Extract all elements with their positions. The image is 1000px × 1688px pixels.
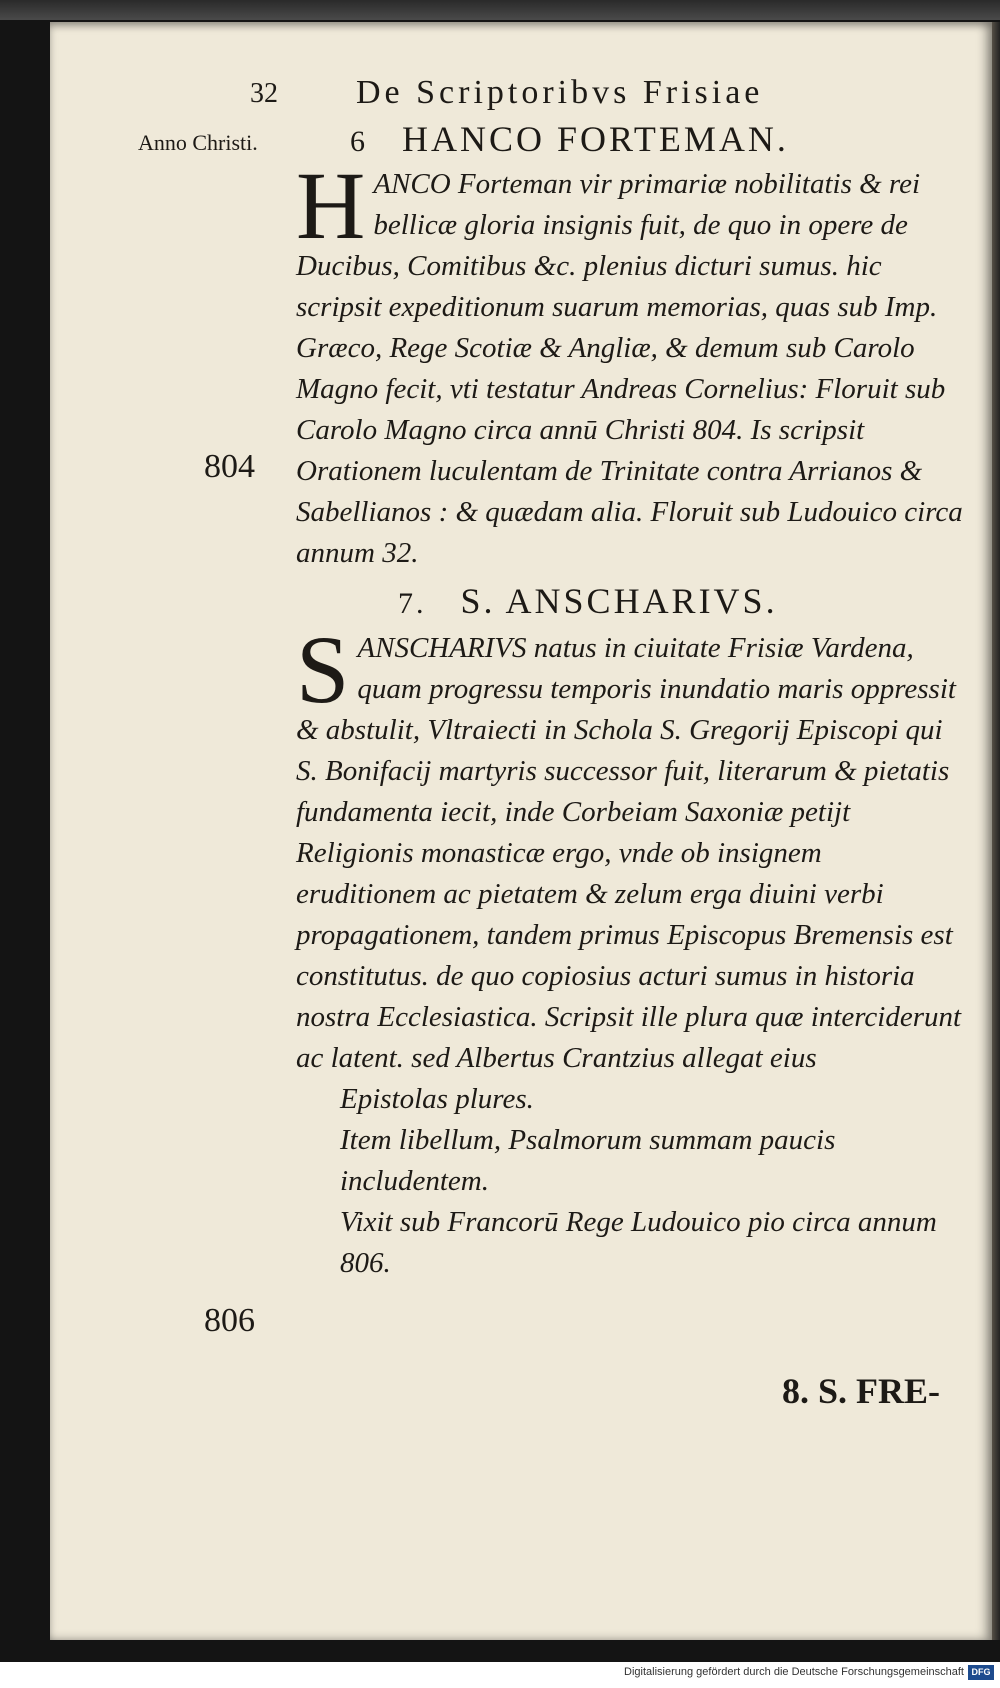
entry-title-text: S. ANSCHARIVS.: [460, 581, 778, 621]
entry-paragraph: [296, 616, 968, 1079]
book-edge: [0, 0, 1000, 20]
entry-title: [350, 118, 789, 160]
catchword: 8. S. FRE-: [782, 1371, 941, 1411]
page-number: 32: [250, 78, 278, 109]
entry-number: 6: [350, 125, 368, 158]
work-item: Item libellum, Psalmorum summam paucis includentem.: [340, 1124, 836, 1197]
entry-text: ANSCHARIVS natus in ciuitate Frisiæ Vardena, quam progressu temporis inundatio maris oppressit & abstulit, Vltraiecti in Schola S. Gregorij Episcopi qui S. Bonifacij martyris successor fuit, literarum & pietatis fundamenta iecit, inde Corbeiam Saxoniæ petijt Religionis monasticæ ergo, vnde ob insignem eruditionem ac pietatem & zelum erga diuini verbi propagationem, tandem primus Episcopus Bremensis est constitutus. de quo copiosius acturi sumus in historia nostra Ecclesiastica. Scripsit ille plura quæ interciderunt ac latent. sed Albertus Crantzius allegat eius: [296, 632, 962, 1074]
footer-strip: [0, 1662, 1000, 1688]
entry-text: ANCO Forteman vir primariæ nobilitatis & rei bellicæ gloria insignis fuit, de quo in opere de Ducibus, Comitibus &c. plenius dicturi sumus. hic scripsit expeditionum suarum memorias, quas sub Imp. Græco, Rege Scotiæ & Angliæ, & demum sub Carolo Magno fecit, vti testatur Andreas Cornelius: Floruit sub Carolo Magno circa annū Christi 804. Is scripsit Orationem luculentam de Trinitate contra Arrianos & Sabellianos : & quædam alia. Floruit sub Ludouico circa annum 32.: [296, 168, 963, 569]
entry-number: 7.: [398, 587, 427, 620]
margin-note: Anno Christi.: [138, 130, 258, 155]
margin-year: 806: [204, 1302, 255, 1339]
digitization-credit: Digitalisierung gefördert durch die Deutsche Forschungsgemeinschaft: [624, 1666, 964, 1678]
drop-capital: H: [296, 152, 366, 259]
margin-year: 804: [204, 448, 255, 485]
entry-closing: Vixit sub Francorū Rege Ludouico pio circa annum 806.: [340, 1206, 937, 1279]
work-item: Epistolas plures.: [340, 1083, 534, 1115]
running-head: De Scriptoribvs Frisiae: [356, 74, 764, 111]
drop-capital: S: [296, 616, 350, 723]
dfg-logo: DFG: [968, 1665, 994, 1680]
entry-title: [398, 580, 778, 622]
entry-body: [296, 616, 968, 1284]
entry-body: [296, 152, 968, 574]
entry-paragraph: [296, 152, 968, 574]
entry-title-text: HANCO FORTEMAN.: [402, 119, 789, 159]
